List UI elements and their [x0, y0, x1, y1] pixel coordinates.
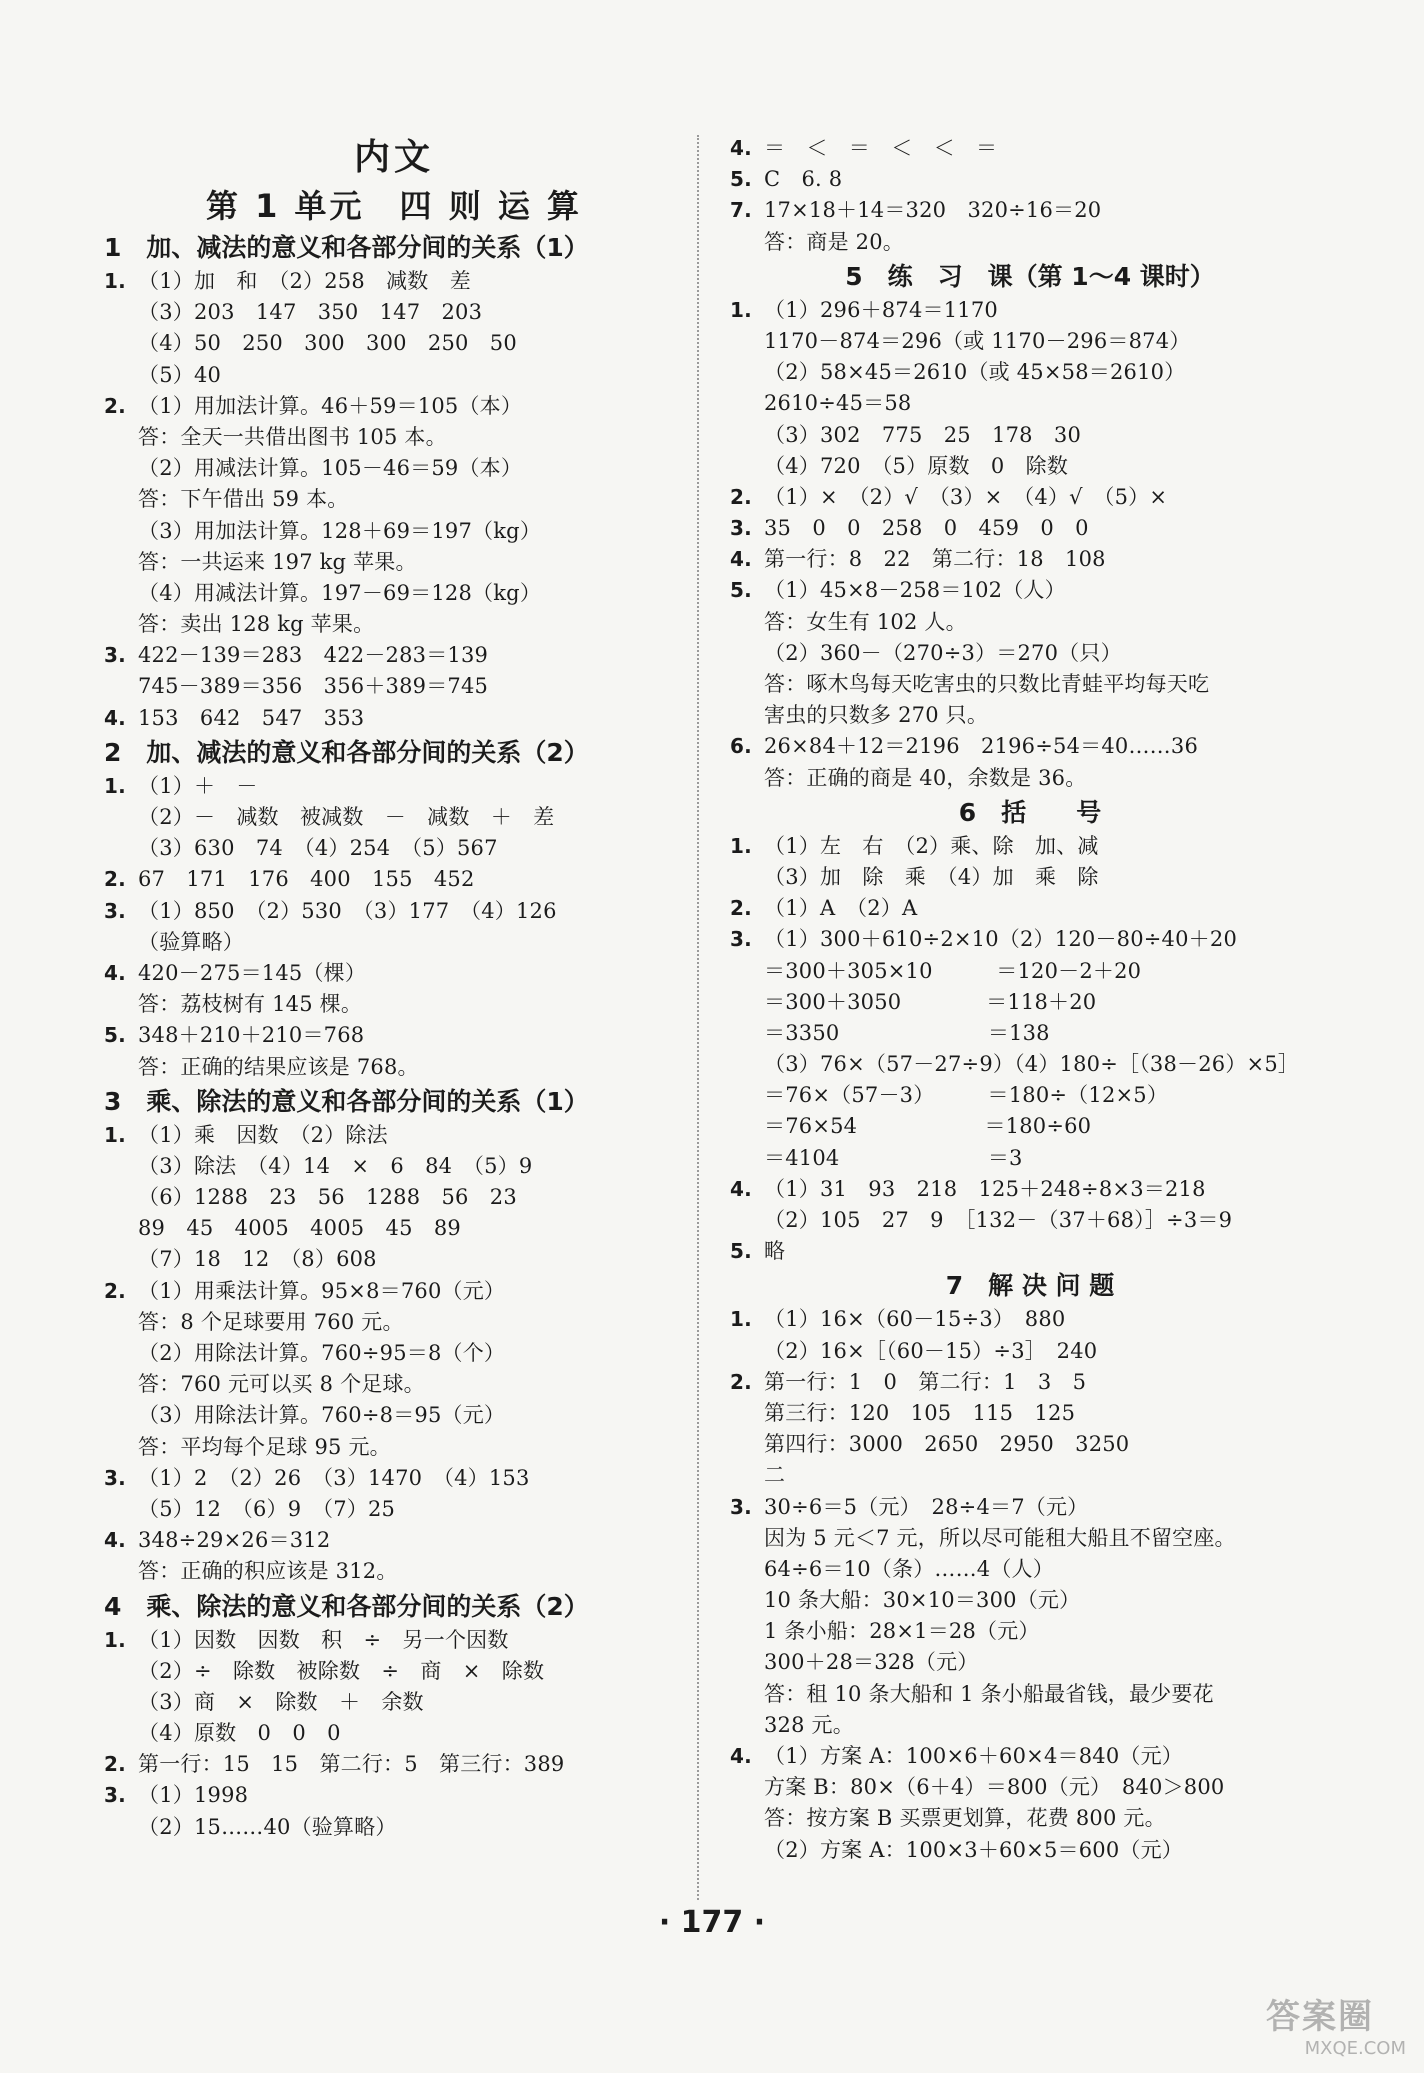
answer-item [730, 133, 1330, 164]
answer-line: （2）58×45＝2610（或 45×58＝2610） [764, 360, 1186, 385]
answer-line: （3）76×（57－27÷9）（4）180÷［（38－26）×5］ [764, 1052, 1300, 1077]
section-heading: 5 练 习 课（第 1～4 课时） [845, 261, 1215, 291]
answer-line: （2）－ 减数 被减数 － 减数 ＋ 差 [138, 805, 555, 829]
item-number: 3. [104, 1465, 126, 1490]
column-divider [697, 135, 699, 1900]
answer-item [104, 864, 684, 895]
item-text: 348÷29×26＝312 [138, 1528, 331, 1553]
answer-line: （2）15……40（验算略） [138, 1814, 397, 1839]
item-text: （1）方案 A：100×6＋60×4＝840（元） [764, 1744, 1184, 1768]
answer-line: ＝3350 ＝138 [764, 1020, 1050, 1045]
answer-line: （4）用减法计算。197－69＝128（kg） [138, 580, 542, 605]
watermark-logo [1266, 1989, 1406, 2059]
answer-line: （7）18 12 （8）608 [138, 1247, 377, 1272]
item-number: 4. [104, 705, 126, 730]
item-number: 1. [104, 269, 126, 293]
answer-item [104, 1625, 684, 1656]
answer-line: （6）1288 23 56 1288 56 23 [138, 1185, 517, 1210]
answer-item [730, 482, 1330, 513]
item-number: 2. [104, 867, 126, 892]
answer-line: 答：一共运来 197 kg 苹果。 [138, 549, 417, 574]
item-text: （1）用加法计算。46＋59＝105（本） [138, 393, 523, 418]
answer-line: （2）105 27 9 ［132－（37＋68）］÷3＝9 [764, 1208, 1233, 1232]
item-number: 4. [104, 960, 126, 985]
left-column [104, 133, 684, 1843]
page-number: · 177 · [658, 1905, 766, 1940]
answer-item [104, 1463, 684, 1494]
item-number: 4. [730, 1176, 752, 1201]
answer-line: 328 元。 [764, 1712, 854, 1737]
answer-line: ＝4104 ＝3 [764, 1145, 1023, 1170]
answer-line: 第三行：120 105 115 125 [764, 1400, 1076, 1425]
answer-line: 第四行：3000 2650 2950 3250 [764, 1432, 1130, 1457]
answer-line: （2）÷ 除数 被除数 ÷ 商 × 除数 [138, 1658, 545, 1683]
item-number: 2. [730, 896, 752, 921]
answer-line: （4）720 （5）原数 0 除数 [764, 453, 1069, 478]
item-text: 第一行：15 15 第二行：5 第三行：389 [138, 1752, 565, 1777]
item-text: 348＋210＋210＝768 [138, 1023, 365, 1048]
answer-item [730, 513, 1330, 544]
item-text: 420－275＝145（棵） [138, 960, 367, 985]
answer-line: 64÷6＝10（条）……4（人） [764, 1556, 1054, 1581]
answer-item [104, 266, 684, 297]
item-text: （1）2 （2）26 （3）1470 （4）153 [138, 1465, 530, 1490]
item-number: 3. [730, 927, 752, 952]
answer-item [104, 1120, 684, 1151]
item-text: （1）300＋610÷2×10（2）120－80÷40＋20 [764, 927, 1238, 952]
answer-item [730, 1741, 1330, 1772]
unit-title: 第 1 单元 四 则 运 算 [206, 187, 582, 225]
watermark-main: 答案圈 [1266, 1997, 1374, 2037]
item-text: （1）× （2）√ （3）× （4）√ （5）× [764, 484, 1168, 509]
item-text: （1）用乘法计算。95×8＝760（元） [138, 1278, 506, 1303]
answer-item [104, 1020, 684, 1051]
page-title: 内文 [353, 137, 434, 178]
item-text: 422－139＝283 422－283＝139 [138, 643, 489, 668]
answer-line: （验算略） [138, 929, 244, 954]
item-number: 2. [104, 1752, 126, 1777]
answer-line: 答：正确的积应该是 312。 [138, 1559, 398, 1584]
item-text: （1）A （2）A [764, 896, 918, 921]
answer-line: 答：全天一共借出图书 105 本。 [138, 424, 447, 449]
section-heading: 6 括 号 [958, 797, 1102, 827]
answer-item [104, 640, 684, 671]
item-number: 5. [730, 1239, 752, 1264]
item-text: 第一行：1 0 第二行：1 3 5 [764, 1369, 1087, 1394]
item-number: 1. [730, 297, 752, 322]
answer-line: （3）加 除 乘 （4）加 乘 除 [764, 864, 1099, 889]
item-number: 1. [104, 773, 126, 798]
item-number: 7. [730, 198, 752, 223]
item-text: 30÷6＝5（元） 28÷4＝7（元） [764, 1494, 1089, 1519]
answer-item [104, 1525, 684, 1556]
item-number: 3. [730, 1494, 752, 1519]
answer-line: （3）除法 （4）14 × 6 84 （5）9 [138, 1153, 533, 1178]
answer-line: （3）商 × 除数 ＋ 余数 [138, 1689, 424, 1714]
answer-item [730, 1367, 1330, 1398]
item-number: 4. [104, 1528, 126, 1553]
item-text: （1）31 93 218 125＋248÷8×3＝218 [764, 1176, 1206, 1201]
answer-line: 答：平均每个足球 95 元。 [138, 1434, 391, 1459]
item-text: （1）乘 因数 （2）除法 [138, 1122, 388, 1147]
item-text: （1）296＋874＝1170 [764, 297, 998, 322]
answer-line: （3）302 775 25 178 30 [764, 422, 1082, 447]
item-text: （1）加 和 （2）258 减数 差 [138, 269, 471, 293]
watermark-sub: MXQE.COM [1304, 2038, 1406, 2059]
item-text: 略 [764, 1239, 786, 1264]
item-number: 2. [730, 484, 752, 509]
item-number: 1. [730, 1307, 752, 1332]
answer-line: 答：8 个足球要用 760 元。 [138, 1309, 404, 1334]
item-text: （1）45×8－258＝102（人） [764, 578, 1066, 603]
item-number: 3. [104, 898, 126, 923]
item-text: ＝ ＜ ＝ ＜ ＜ ＝ [764, 136, 998, 160]
answer-line: 答：卖出 128 kg 苹果。 [138, 612, 375, 637]
answer-line: （5）40 [138, 362, 222, 387]
item-number: 5. [730, 167, 752, 192]
answer-line: 答：按方案 B 买票更划算，花费 800 元。 [764, 1806, 1166, 1831]
section-heading: 7 解 决 问 题 [945, 1271, 1115, 1301]
answer-item [104, 1749, 684, 1780]
answer-line: （2）16×［（60－15）÷3］ 240 [764, 1338, 1098, 1363]
answer-item [730, 195, 1330, 226]
item-text: 67 171 176 400 155 452 [138, 867, 475, 892]
answer-line: （3）用加法计算。128＋69＝197（kg） [138, 518, 542, 543]
item-text: 第一行：8 22 第二行：18 108 [764, 547, 1106, 572]
item-number: 2. [104, 393, 126, 418]
answer-item [730, 893, 1330, 924]
answer-item [730, 1236, 1330, 1267]
answer-line: 答：正确的结果应该是 768。 [138, 1054, 419, 1079]
answer-line: （2）方案 A：100×3＋60×5＝600（元） [764, 1837, 1184, 1862]
item-text: （1）850 （2）530 （3）177 （4）126 [138, 898, 557, 923]
answer-line: （5）12 （6）9 （7）25 [138, 1496, 396, 1521]
item-text: 35 0 0 258 0 459 0 0 [764, 516, 1089, 541]
answer-line: 二 [764, 1463, 786, 1488]
section-heading: 3 乘、除法的意义和各部分间的关系（1） [104, 1086, 589, 1116]
item-number: 1. [104, 1122, 126, 1147]
answer-line: 300＋28＝328（元） [764, 1650, 979, 1675]
answer-item [730, 164, 1330, 195]
answer-item [104, 703, 684, 734]
section-heading: 2 加、减法的意义和各部分间的关系（2） [104, 737, 589, 767]
answer-line: ＝300＋305×10 ＝120－2＋20 [764, 958, 1142, 983]
answer-line: （4）50 250 300 300 250 50 [138, 331, 517, 356]
answer-line: 答：荔枝树有 145 棵。 [138, 992, 363, 1017]
item-text: （1）1998 [138, 1783, 249, 1808]
answer-line: ＝76×54 ＝180÷60 [764, 1114, 1092, 1139]
answer-line: 害虫的只数多 270 只。 [764, 703, 989, 728]
answer-line: （3）203 147 350 147 203 [138, 300, 483, 325]
item-number: 3. [104, 1783, 126, 1808]
answer-line: 答：商是 20。 [764, 229, 904, 254]
answer-line: 745－389＝356 356＋389＝745 [138, 674, 489, 699]
item-number: 3. [104, 643, 126, 668]
answer-item [730, 1174, 1330, 1205]
answer-line: 答：760 元可以买 8 个足球。 [138, 1372, 425, 1397]
answer-line: （4）原数 0 0 0 [138, 1721, 341, 1746]
answer-line: ＝76×（57－3） ＝180÷（12×5） [764, 1083, 1169, 1108]
answer-line: 答：正确的商是 40，余数是 36。 [764, 765, 1087, 790]
answer-line: 方案 B：80×（6＋4）＝800（元） 840＞800 [764, 1775, 1225, 1800]
item-text: 153 642 547 353 [138, 705, 365, 730]
section-heading: 1 加、减法的意义和各部分间的关系（1） [104, 233, 589, 262]
answer-item [104, 1780, 684, 1811]
answer-line: 答：租 10 条大船和 1 条小船最省钱，最少要花 [764, 1681, 1214, 1706]
item-number: 1. [730, 833, 752, 858]
item-number: 1. [104, 1627, 126, 1652]
section-heading: 4 乘、除法的意义和各部分间的关系（2） [104, 1591, 589, 1621]
item-number: 5. [104, 1023, 126, 1048]
answer-line: （2）用除法计算。760÷95＝8（个） [138, 1341, 506, 1365]
item-number: 5. [730, 578, 752, 603]
answer-line: 2610÷45＝58 [764, 391, 912, 416]
item-text: （1）因数 因数 积 ÷ 另一个因数 [138, 1627, 509, 1652]
answer-line: （2）360－（270÷3）＝270（只） [764, 640, 1122, 665]
item-text: 17×18＋14＝320 320÷16＝20 [764, 198, 1102, 223]
answer-item [730, 575, 1330, 606]
item-number: 2. [730, 1369, 752, 1394]
item-number: 4. [730, 547, 752, 572]
answer-item [730, 544, 1330, 575]
answer-item [730, 295, 1330, 326]
item-text: （1）16×（60－15÷3） 880 [764, 1307, 1066, 1332]
item-number: 2. [104, 1278, 126, 1303]
answer-item [104, 771, 684, 802]
item-text: 26×84＋12＝2196 2196÷54＝40……36 [764, 734, 1199, 759]
item-number: 3. [730, 516, 752, 541]
answer-item [730, 924, 1330, 955]
answer-line: ＝300＋3050 ＝118＋20 [764, 989, 1097, 1014]
answer-item [104, 896, 684, 927]
item-text: （1）＋ － [138, 773, 258, 798]
item-text: C 6. 8 [764, 167, 843, 192]
answer-item [730, 1492, 1330, 1523]
answer-line: 89 45 4005 4005 45 89 [138, 1216, 461, 1241]
item-number: 4. [730, 1744, 752, 1768]
answer-item [730, 731, 1330, 762]
right-column [730, 133, 1330, 1866]
answer-line: 因为 5 元＜7 元，所以尽可能租大船且不留空座。 [764, 1525, 1236, 1550]
answer-item [104, 391, 684, 422]
item-number: 6. [730, 734, 752, 759]
answer-line: （2）用减法计算。105－46＝59（本） [138, 456, 523, 481]
answer-line: （3）用除法计算。760÷8＝95（元） [138, 1403, 506, 1428]
answer-line: 1170－874＝296（或 1170－296＝874） [764, 328, 1191, 353]
item-text: （1）左 右 （2）乘、除 加、减 [764, 833, 1099, 858]
answer-line: 答：女生有 102 人。 [764, 609, 967, 634]
answer-item [730, 1304, 1330, 1335]
answer-line: 1 条小船：28×1＝28（元） [764, 1619, 1040, 1644]
answer-item [104, 1276, 684, 1307]
answer-line: 答：啄木鸟每天吃害虫的只数比青蛙平均每天吃 [764, 672, 1210, 696]
answer-item [104, 958, 684, 989]
answer-line: （3）630 74 （4）254 （5）567 [138, 836, 498, 861]
answer-line: 10 条大船：30×10＝300（元） [764, 1588, 1081, 1613]
item-number: 4. [730, 136, 752, 160]
answer-item [730, 831, 1330, 862]
answer-line: 答：下午借出 59 本。 [138, 487, 349, 512]
